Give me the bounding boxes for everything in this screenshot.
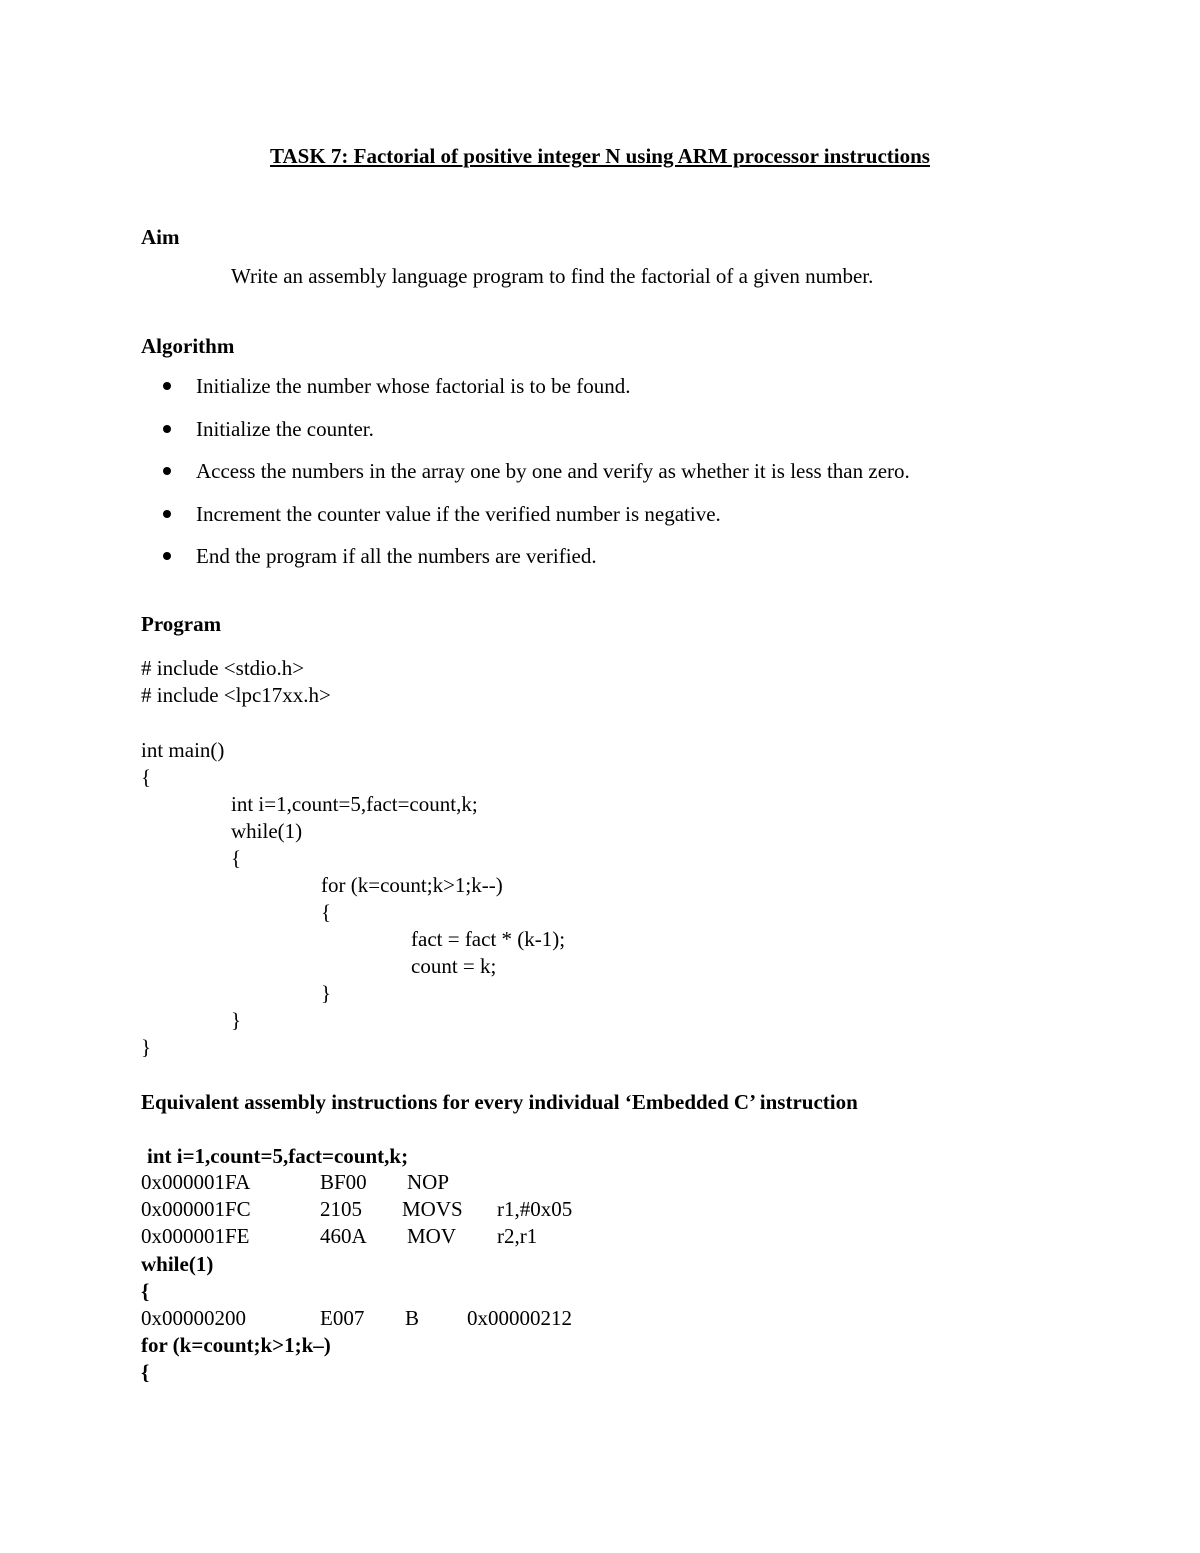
asm-address: 0x000001FC — [141, 1197, 251, 1221]
code-line: } — [231, 1008, 242, 1032]
aim-text: Write an assembly language program to find the factorial of a given number. — [231, 264, 874, 288]
code-line: } — [141, 1035, 152, 1059]
bullet-icon — [163, 510, 171, 518]
asm-operands: r1,#0x05 — [497, 1197, 573, 1221]
asm-operands: r2,r1 — [497, 1224, 538, 1248]
code-line: } — [321, 981, 332, 1005]
asm-mnemonic: MOV — [407, 1224, 457, 1248]
code-line: while(1) — [231, 819, 303, 843]
code-line: fact = fact * (k-1); — [411, 927, 566, 951]
c-statement: { — [141, 1279, 150, 1303]
assembly-heading: Equivalent assembly instructions for every individual ‘Embedded C’ instruction — [141, 1090, 858, 1114]
c-statement: int i=1,count=5,fact=count,k; — [147, 1144, 409, 1168]
algorithm-heading: Algorithm — [141, 334, 235, 358]
code-line: count = k; — [411, 954, 497, 978]
asm-mnemonic: B — [405, 1306, 420, 1330]
aim-heading: Aim — [141, 225, 180, 249]
asm-opcode: 460A — [320, 1224, 367, 1248]
c-statement: { — [141, 1360, 150, 1384]
asm-operands: 0x00000212 — [467, 1306, 572, 1330]
asm-opcode: E007 — [320, 1306, 365, 1330]
c-statement: for (k=count;k>1;k–) — [141, 1333, 331, 1357]
bullet-icon — [163, 552, 171, 560]
bullet-icon — [163, 467, 171, 475]
code-line: int main() — [141, 738, 225, 762]
algorithm-item: Increment the counter value if the verified number is negative. — [196, 502, 721, 526]
code-line: { — [231, 846, 242, 870]
asm-opcode: 2105 — [320, 1197, 362, 1221]
bullet-icon — [163, 425, 171, 433]
code-line: { — [141, 765, 152, 789]
program-heading: Program — [141, 612, 222, 636]
code-line: # include <stdio.h> — [141, 656, 305, 680]
algorithm-item: Initialize the counter. — [196, 417, 374, 441]
code-line: int i=1,count=5,fact=count,k; — [231, 792, 478, 816]
code-line: # include <lpc17xx.h> — [141, 683, 331, 707]
code-line: { — [321, 900, 332, 924]
asm-mnemonic: MOVS — [402, 1197, 463, 1221]
page-title: TASK 7: Factorial of positive integer N using ARM processor instructions — [270, 144, 930, 168]
asm-address: 0x000001FE — [141, 1224, 250, 1248]
c-statement: while(1) — [141, 1252, 214, 1276]
algorithm-item: Access the numbers in the array one by one and verify as whether it is less than zero. — [196, 459, 910, 483]
asm-address: 0x000001FA — [141, 1170, 251, 1194]
bullet-icon — [163, 382, 171, 390]
algorithm-item: End the program if all the numbers are verified. — [196, 544, 597, 568]
asm-address: 0x00000200 — [141, 1306, 246, 1330]
algorithm-item: Initialize the number whose factorial is to be found. — [196, 374, 631, 398]
code-line: for (k=count;k>1;k--) — [321, 873, 503, 897]
asm-mnemonic: NOP — [407, 1170, 450, 1194]
asm-opcode: BF00 — [320, 1170, 367, 1194]
